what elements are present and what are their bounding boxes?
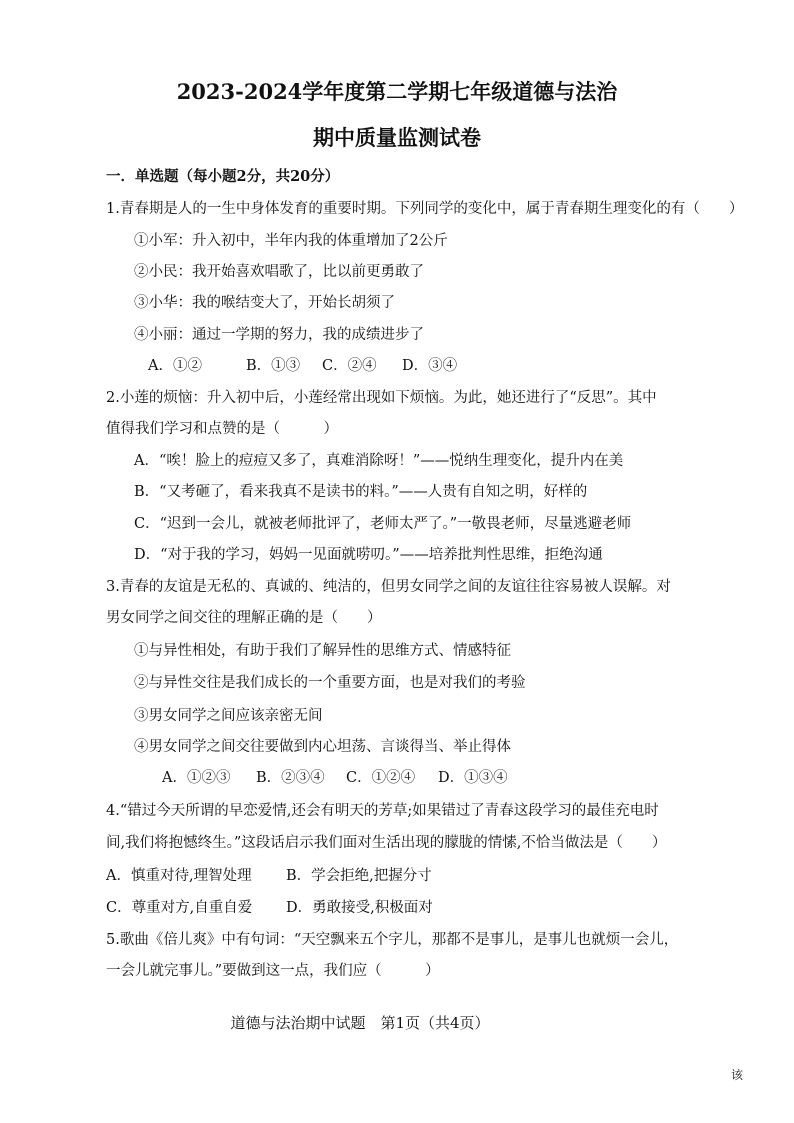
question-3-option-d[interactable]: D．①③④ [438,770,508,786]
question-1-option-a[interactable]: A．①② [148,358,202,374]
page-footer: 道德与法治期中试题 第1页（共4页） [230,1014,490,1032]
question-5-stem-line1: 5.歌曲《倍儿爽》中有句词：“天空飘来五个字儿，那都不是事儿，是事儿也就烦一会儿， [106,932,679,948]
question-3-stem-line2: 男女同学之间交往的理解正确的是（ ） [106,610,382,626]
question-3-item-3: ③男女同学之间应该亲密无间 [134,708,323,724]
question-4-option-a[interactable]: A．慎重对待,理智处理 [106,868,252,884]
question-4-stem-line2: 间,我们将抱憾终生。”这段话启示我们面对生活出现的朦胧的情愫,不恰当做法是（ ） [106,835,667,851]
question-5-stem-line2: 一会儿就完事儿。”要做到这一点，我们应（ ） [106,963,440,979]
question-3-item-4: ④男女同学之间交往要做到内心坦荡、言谈得当、举止得体 [134,739,511,755]
question-4-option-d[interactable]: D．勇敢接受,积极面对 [286,900,433,916]
exam-title-line2: 期中质量监测试卷 [313,125,481,150]
question-1-option-d[interactable]: D．③④ [402,358,458,374]
question-1-stem: 1.青春期是人的一生中身体发育的重要时期。下列同学的变化中，属于青春期生理变化的有（ ） [106,201,744,217]
question-2-option-c[interactable]: C．“迟到一会儿，就被老师批评了，老师太严了。”一敬畏老师，尽量逃避老师 [134,516,632,532]
question-2-stem-line1: 2.小莲的烦恼：升入初中后，小莲经常出现如下烦恼。为此，她还进行了“反思”。其中 [106,390,657,406]
question-3-item-2: ②与异性交往是我们成长的一个重要方面，也是对我们的考验 [134,675,526,691]
question-1-options [148,356,457,376]
question-4-stem-line1: 4.“错过今天所谓的早恋爱情,还会有明天的芳草;如果错过了青春这段学习的最佳充电时 [106,803,659,819]
question-3-stem-line1: 3.青春的友谊是无私的、真诚的、纯洁的，但男女同学之间的友谊往往容易被人误解。对 [106,579,671,595]
question-2-option-b[interactable]: B．“又考砸了，看来我真不是读书的料。”——人贵有自知之明，好样的 [134,484,588,500]
question-4-options-row1 [106,866,432,886]
question-4-option-c[interactable]: C．尊重对方,自重自爱 [106,900,253,916]
question-4-options-row2 [106,898,433,918]
question-1-item-4: ④小丽：通过一学期的努力，我的成绩进步了 [134,327,424,343]
question-1-item-1: ①小军：升入初中，半年内我的体重增加了2公斤 [134,233,448,249]
question-2-option-a[interactable]: A．“唉！脸上的痘痘又多了，真难消除呀！”——悦纳生理变化，提升内在美 [134,453,624,469]
question-1-item-3: ③小华：我的喉结变大了，开始长胡须了 [134,295,395,311]
question-3-option-a[interactable]: A．①②③ [162,770,231,786]
question-1-option-c[interactable]: C．②④ [322,358,377,374]
question-3-options [162,768,508,788]
question-4-option-b[interactable]: B．学会拒绝,把握分寸 [286,868,432,884]
question-2-option-d[interactable]: D．“对于我的学习，妈妈一见面就唠叨。”——培养批判性思维，拒绝沟通 [134,547,603,563]
question-1-item-2: ②小民：我开始喜欢唱歌了，比以前更勇敢了 [134,264,424,280]
question-3-item-1: ①与异性相处，有助于我们了解异性的思维方式、情感特征 [134,643,511,659]
question-3-option-c[interactable]: C．①②④ [346,770,416,786]
corner-mark: 该 [731,1068,744,1082]
question-3-option-b[interactable]: B．②③④ [256,770,325,786]
section-heading: 一．单选题（每小题2分，共20分） [106,168,340,185]
question-2-stem-line2: 值得我们学习和点赞的是（ ） [106,421,338,437]
question-1-option-b[interactable]: B．①③ [246,358,301,374]
exam-title-line1: 2023-2024学年度第二学期七年级道德与法治 [176,79,618,104]
